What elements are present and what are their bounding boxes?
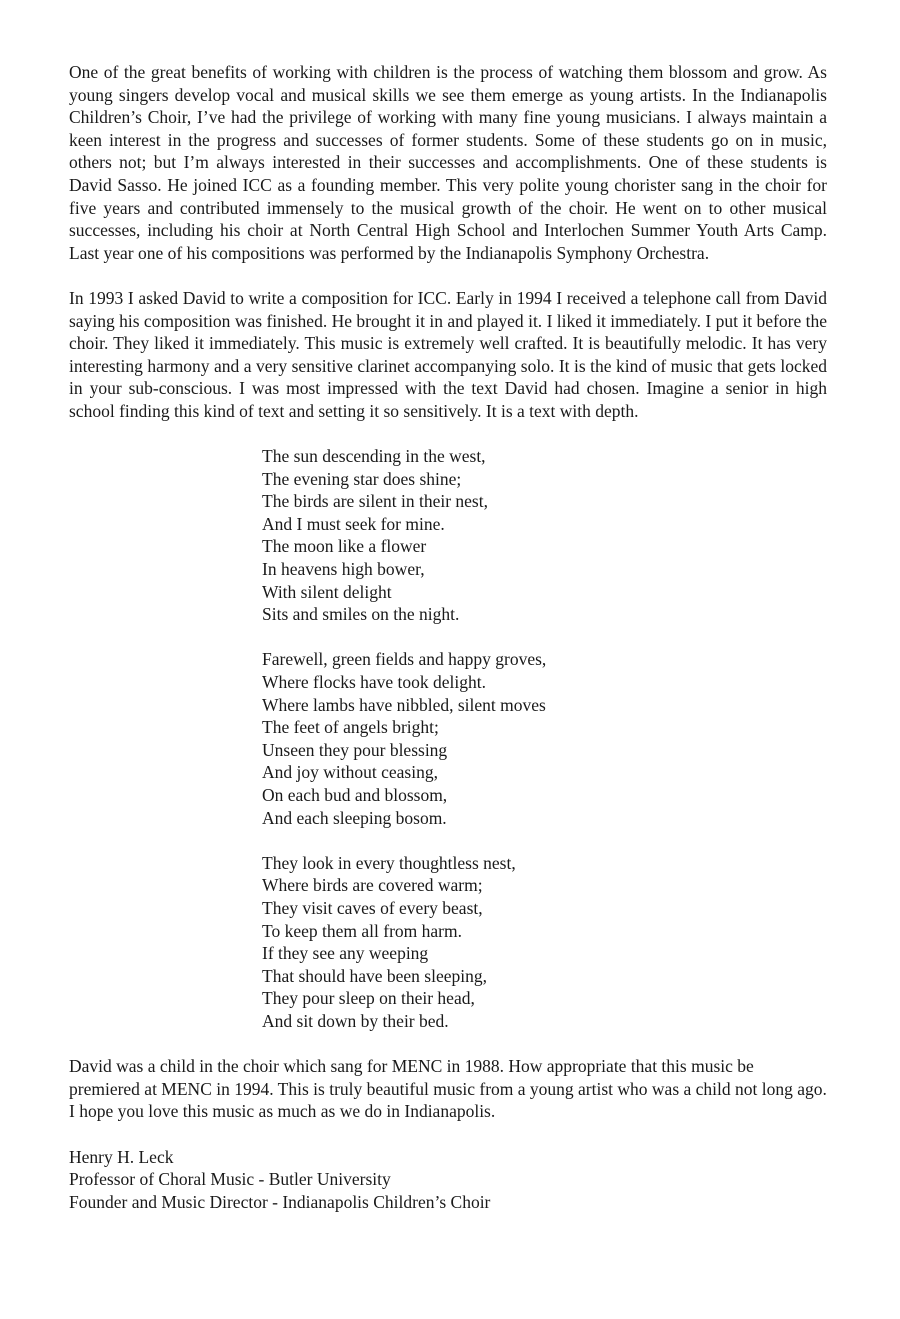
signature-title: Founder and Music Director - Indianapolis Children’s Choir xyxy=(69,1191,491,1212)
poem-line: And sit down by their bed. xyxy=(262,1010,449,1031)
poem-line: And each sleeping bosom. xyxy=(262,807,447,828)
poem-line: Sits and smiles on the night. xyxy=(262,604,460,625)
poem-stanza-1 xyxy=(262,445,827,626)
poem-line: The birds are silent in their nest, xyxy=(262,491,488,512)
poem-line: They look in every thoughtless nest, xyxy=(262,852,516,873)
poem-stanza-3 xyxy=(262,852,827,1033)
poem-line: With silent delight xyxy=(262,581,392,602)
signature-title: Professor of Choral Music - Butler University xyxy=(69,1169,391,1190)
poem-line: The moon like a flower xyxy=(262,536,427,557)
stanza-gap xyxy=(262,829,827,852)
paragraph-intro: One of the great benefits of working with children is the process of watching them blossom and grow. As young singers develop vocal and musical skills we see them emerge as young artists. In the Indianapolis Children’s Choir, I’ve had the privilege of working with many fine young musicians. I always maintain a keen interest in the progress and successes of former students. Some of these students go on in music, others not; but I’m always interested in their successes and accomplishments. One of these students is David Sasso. He joined ICC as a founding member. This very polite young chorister sang in the choir for five years and contributed immensely to the musical growth of the choir. He went on to other musical successes, including his choir at North Central High School and Interlochen Summer Youth Arts Camp. Last year one of his compositions was performed by the Indianapolis Symphony Orchestra. xyxy=(69,62,827,263)
poem-line: Unseen they pour blessing xyxy=(262,739,448,760)
paragraph-gap xyxy=(69,1123,827,1146)
poem-line: If they see any weeping xyxy=(262,943,429,964)
poem-line: The sun descending in the west, xyxy=(262,446,486,467)
poem-line: They pour sleep on their head, xyxy=(262,988,475,1009)
paragraph-composition: In 1993 I asked David to write a composition for ICC. Early in 1994 I received a telephone call from David saying his composition was finished. He brought it in and played it. I liked it immediately. I put it before the choir. They liked it immediately. This music is extremely well crafted. It is beautifully melodic. It has very interesting harmony and a very sensitive clarinet accompanying solo. It is the kind of music that gets locked in your sub-conscious. I was most impressed with the text David had chosen. Imagine a senior in high school finding this kind of text and setting it so sensitively. It is a text with depth. xyxy=(69,287,827,421)
poem-line: On each bud and blossom, xyxy=(262,785,448,805)
paragraph-gap xyxy=(69,264,827,287)
poem-line: They visit caves of every beast, xyxy=(262,897,483,918)
poem-line: Where lambs have nibbled, silent moves xyxy=(262,694,546,715)
signature-block xyxy=(69,1146,827,1214)
letter-page xyxy=(69,61,827,1213)
paragraph-gap xyxy=(69,423,827,446)
poem-line: Where birds are covered warm; xyxy=(262,875,483,896)
poem xyxy=(262,445,827,1032)
poem-line: Farewell, green fields and happy groves, xyxy=(262,649,547,670)
paragraph-gap xyxy=(69,1033,827,1056)
poem-line: The feet of angels bright; xyxy=(262,717,439,738)
poem-line: That should have been sleeping, xyxy=(262,965,488,986)
poem-line: And joy without ceasing, xyxy=(262,762,438,783)
poem-line: To keep them all from harm. xyxy=(262,920,462,941)
poem-line: And I must seek for mine. xyxy=(262,513,445,534)
poem-stanza-2 xyxy=(262,648,827,829)
poem-line: The evening star does shine; xyxy=(262,468,462,489)
poem-line: Where flocks have took delight. xyxy=(262,672,487,693)
signature-name: Henry H. Leck xyxy=(69,1146,174,1167)
stanza-gap xyxy=(262,626,827,649)
poem-line: In heavens high bower, xyxy=(262,559,425,580)
paragraph-closing: David was a child in the choir which sang for MENC in 1988. How appropriate that this music be premiered at MENC in 1994. This is truly beautiful music from a young artist who was a child not long ago. I hope you love this music as much as we do in Indianapolis. xyxy=(69,1056,827,1122)
